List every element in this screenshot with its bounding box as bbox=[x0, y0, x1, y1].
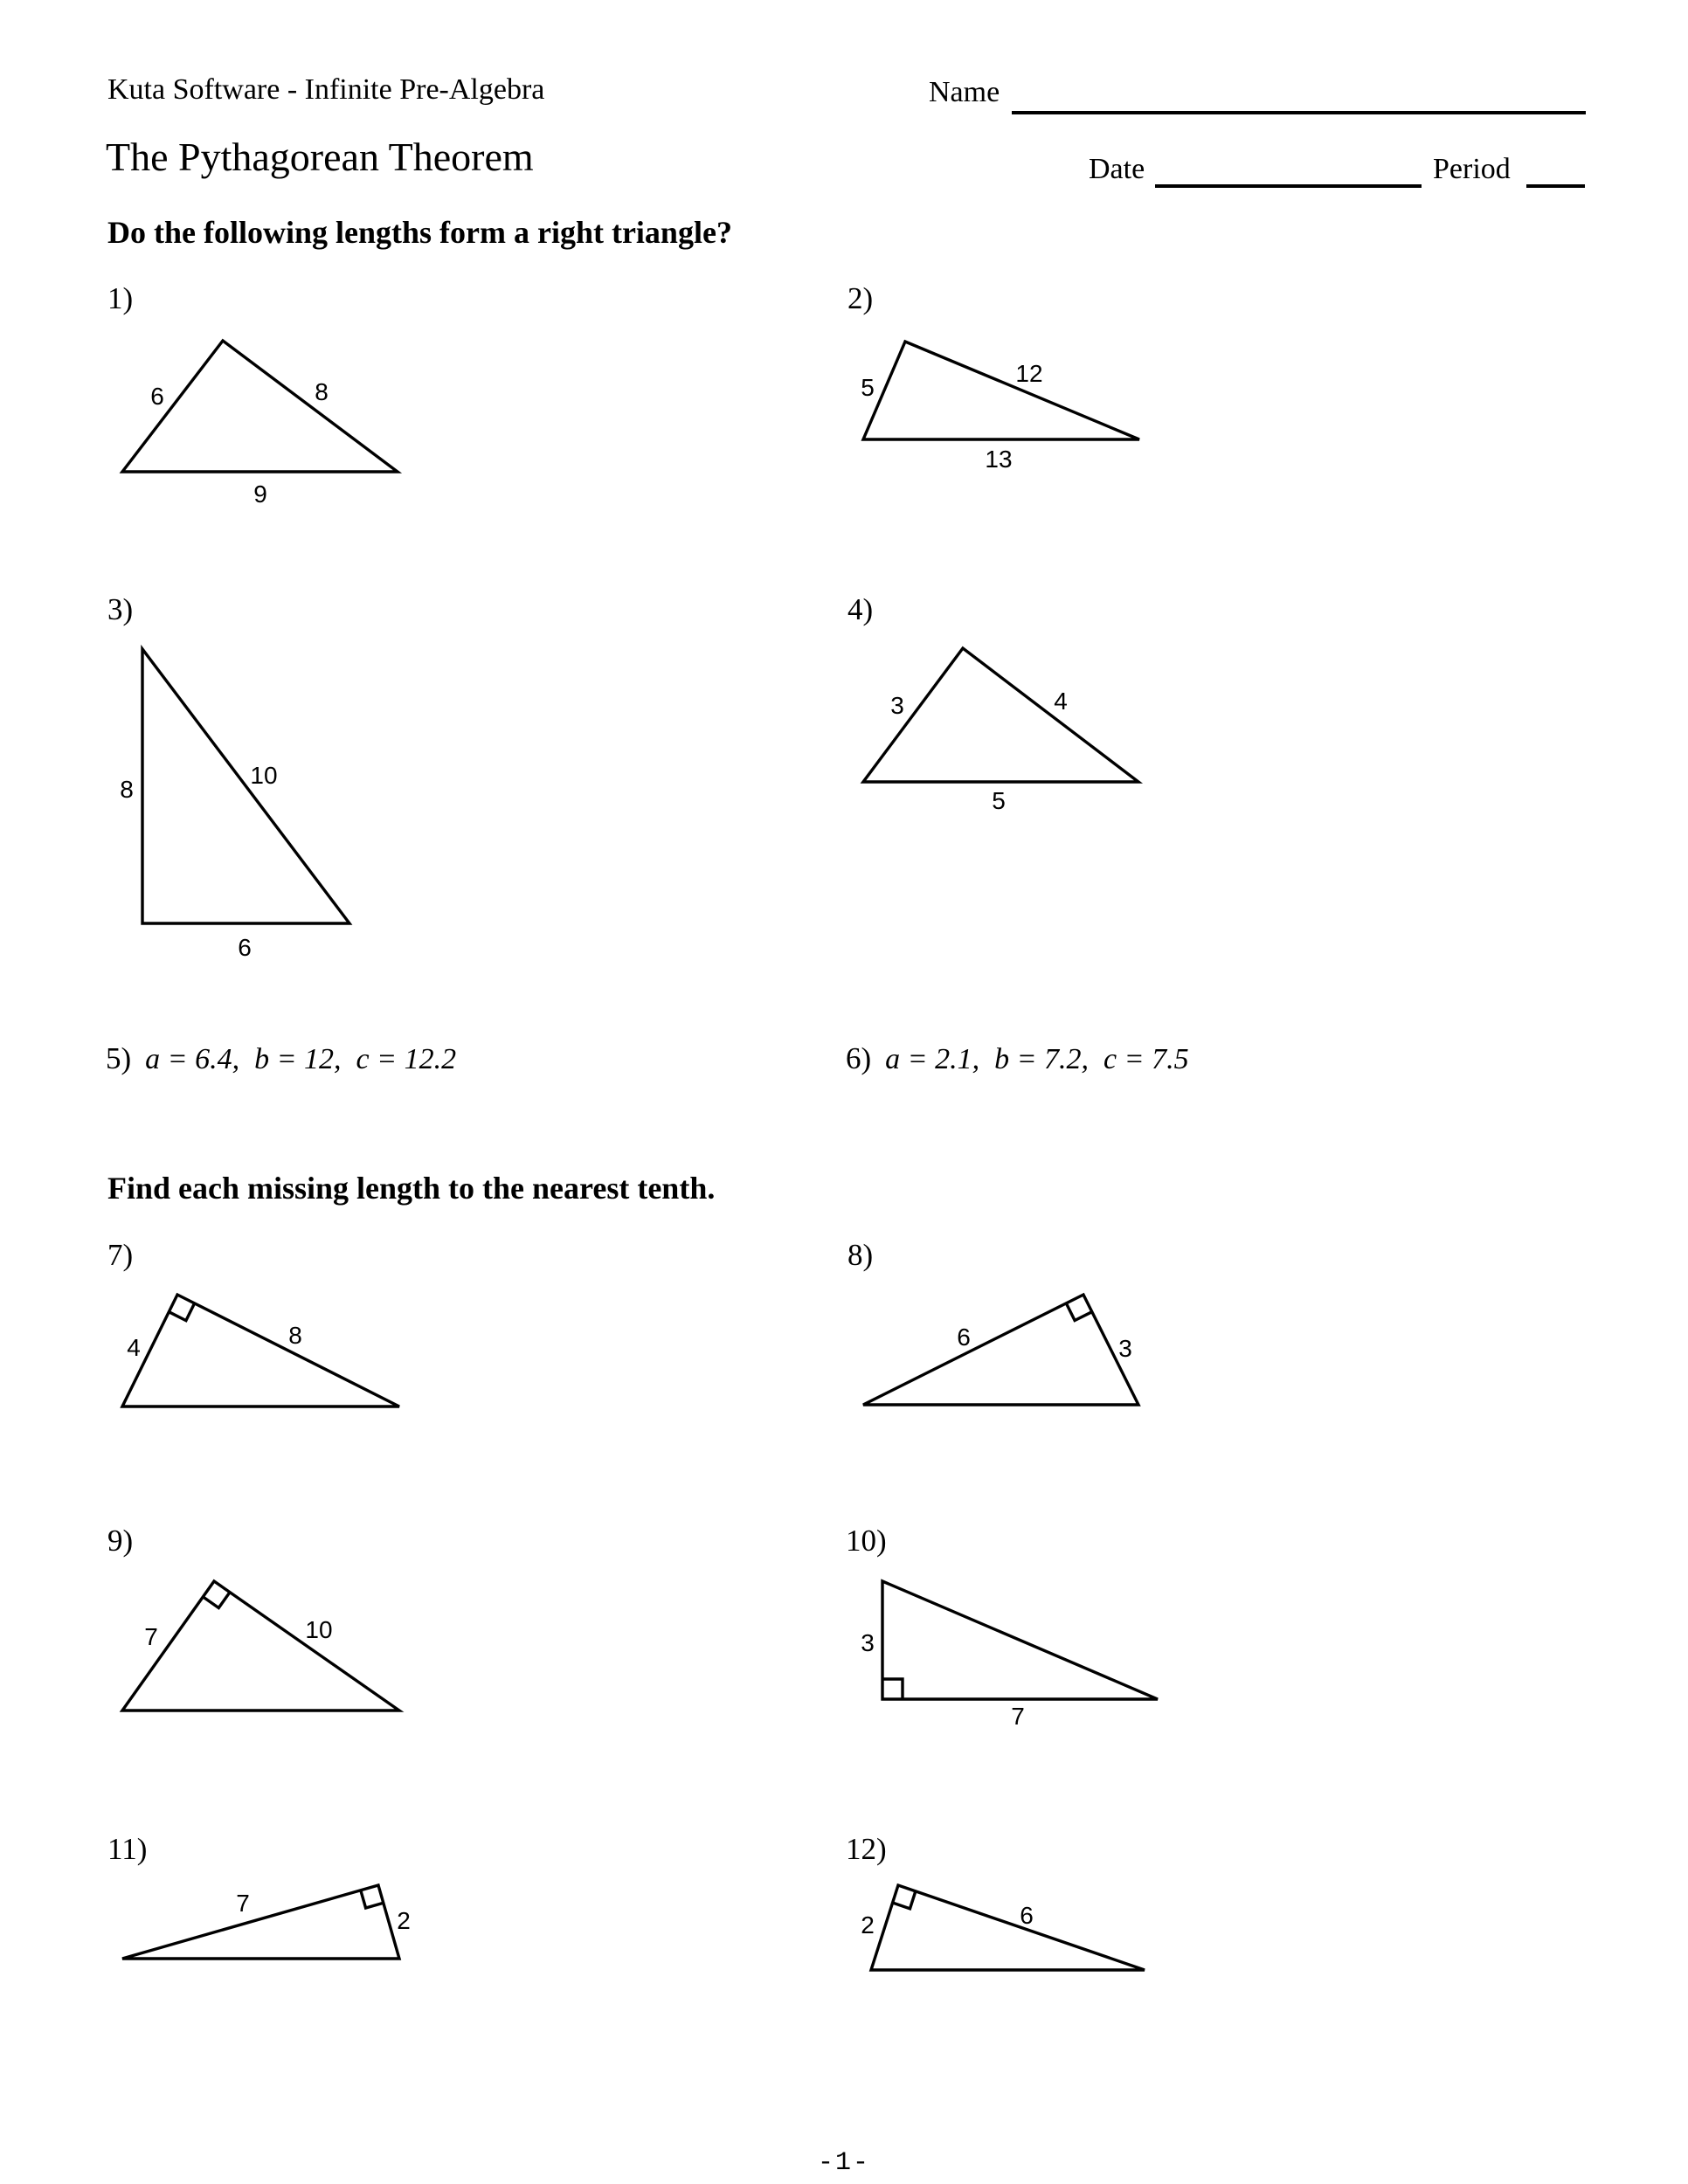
triangle-7-side-label: 8 bbox=[288, 1322, 302, 1349]
problem-3-number: 3) bbox=[107, 592, 134, 626]
triangle-8-outline bbox=[863, 1295, 1138, 1405]
triangle-4-outline bbox=[863, 648, 1138, 782]
triangle-10-side-label: 3 bbox=[861, 1629, 875, 1656]
name-label: Name bbox=[929, 76, 1000, 108]
right-angle-mark bbox=[203, 1593, 230, 1608]
triangle-figure-4 bbox=[863, 648, 1138, 814]
problem-9-number: 9) bbox=[107, 1524, 134, 1558]
triangle-9-outline bbox=[122, 1581, 399, 1711]
triangle-figure-10 bbox=[861, 1581, 1158, 1730]
problem-5-number: 5) bbox=[106, 1041, 132, 1075]
problem-12-number: 12) bbox=[846, 1832, 887, 1866]
triangle-1-side-label: 6 bbox=[150, 383, 164, 410]
triangle-3-side-label: 6 bbox=[238, 934, 252, 961]
problem-11-number: 11) bbox=[107, 1832, 148, 1866]
triangle-figure-7 bbox=[122, 1295, 399, 1406]
triangle-11-outline bbox=[122, 1885, 399, 1959]
triangle-12-side-label: 6 bbox=[1020, 1902, 1034, 1929]
triangle-11-side-label: 2 bbox=[397, 1907, 411, 1934]
problem-5-expression: a = 6.4, b = 12, c = 12.2 bbox=[145, 1043, 457, 1075]
triangle-9-side-label: 10 bbox=[305, 1616, 333, 1643]
triangle-figure-12 bbox=[861, 1885, 1145, 1970]
problem-1-number: 1) bbox=[107, 281, 134, 315]
problem-8-number: 8) bbox=[847, 1238, 874, 1272]
triangle-1-side-label: 8 bbox=[315, 378, 329, 405]
triangle-1-side-label: 9 bbox=[253, 480, 267, 508]
problem-7-number: 7) bbox=[107, 1238, 134, 1272]
problem-6-number: 6) bbox=[846, 1041, 872, 1075]
problem-4-number: 4) bbox=[847, 592, 874, 626]
triangle-figure-8 bbox=[863, 1295, 1138, 1405]
problem-6-expression: a = 2.1, b = 7.2, c = 7.5 bbox=[885, 1043, 1189, 1075]
triangle-8-side-label: 3 bbox=[1118, 1335, 1132, 1362]
triangle-figure-9 bbox=[122, 1581, 399, 1711]
triangle-10-outline bbox=[882, 1581, 1158, 1699]
triangle-9-side-label: 7 bbox=[144, 1623, 158, 1650]
triangle-4-side-label: 3 bbox=[890, 692, 904, 719]
date-label: Date bbox=[1089, 153, 1145, 185]
brand-text: Kuta Software - Infinite Pre-Algebra bbox=[107, 73, 545, 106]
section-1-heading: Do the following lengths form a right triangle? bbox=[107, 215, 732, 250]
triangle-figure-1 bbox=[122, 341, 398, 508]
triangle-figure-11 bbox=[122, 1885, 411, 1959]
triangle-3-side-label: 8 bbox=[120, 776, 134, 803]
triangle-7-outline bbox=[122, 1295, 399, 1406]
triangle-3-outline bbox=[142, 649, 349, 923]
triangle-7-side-label: 4 bbox=[127, 1334, 141, 1361]
triangle-4-side-label: 4 bbox=[1054, 688, 1068, 715]
triangle-8-side-label: 6 bbox=[957, 1324, 971, 1351]
triangle-12-side-label: 2 bbox=[861, 1911, 875, 1939]
triangle-11-side-label: 7 bbox=[236, 1890, 250, 1917]
triangle-3-side-label: 10 bbox=[250, 762, 278, 789]
section-2-heading: Find each missing length to the nearest tenth. bbox=[107, 1171, 716, 1206]
problem-10-number: 10) bbox=[846, 1524, 887, 1558]
triangle-4-side-label: 5 bbox=[992, 787, 1006, 814]
problem-2-number: 2) bbox=[847, 281, 874, 315]
period-label: Period bbox=[1433, 153, 1511, 185]
triangle-2-side-label: 5 bbox=[861, 374, 875, 401]
triangle-2-side-label: 13 bbox=[985, 446, 1013, 473]
page-number: -1- bbox=[817, 2148, 870, 2178]
page-title: The Pythagorean Theorem bbox=[106, 135, 534, 179]
triangle-2-side-label: 12 bbox=[1015, 360, 1043, 387]
right-angle-mark bbox=[882, 1679, 903, 1699]
triangle-2-outline bbox=[863, 342, 1139, 439]
triangle-10-side-label: 7 bbox=[1011, 1703, 1025, 1730]
triangle-figure-2 bbox=[861, 342, 1139, 473]
triangle-figure-3 bbox=[120, 649, 349, 961]
